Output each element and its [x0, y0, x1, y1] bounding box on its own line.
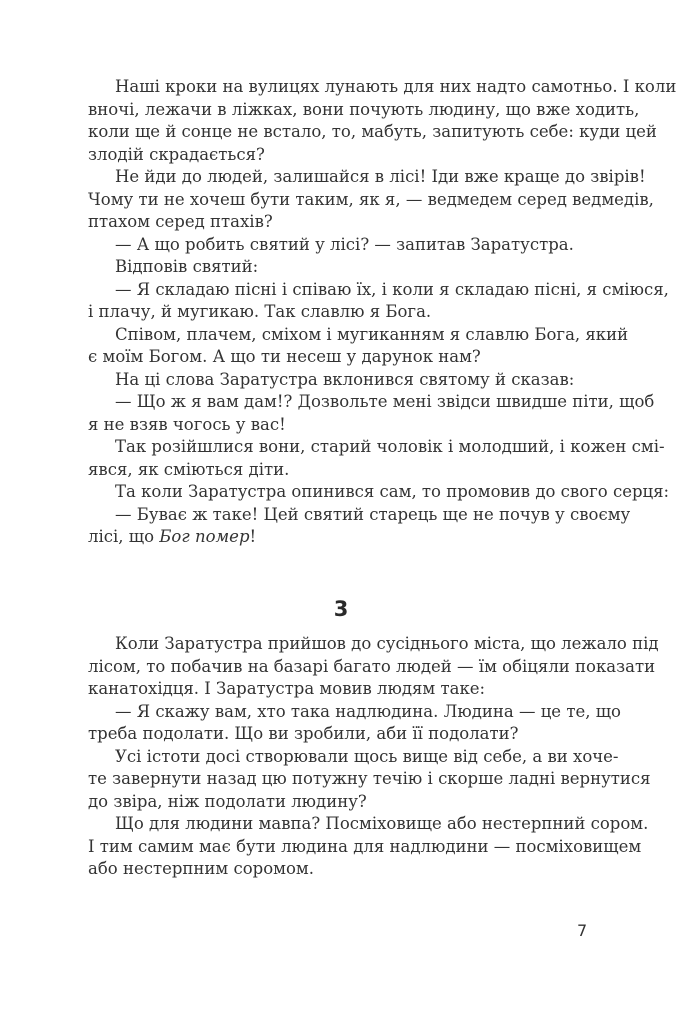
text-block-upper [88, 76, 677, 549]
paragraph [88, 234, 590, 257]
text-line: Не йди до людей, залишайся в лісі! Іди вже краще до звірів! [115, 167, 646, 186]
paragraph [88, 279, 669, 324]
paragraph [88, 436, 665, 481]
page-number: 7 [577, 921, 588, 940]
text-line: явся, як сміються діти. [88, 459, 290, 479]
text-line: я не взяв чогось у вас! [88, 414, 286, 434]
text-line: — Я складаю пісні і співаю їх, і коли я складаю пісні, я сміюся, [115, 279, 669, 299]
italic-emphasis: Бог помер [159, 527, 250, 546]
text-line: Що для людини мавпа? Посміховище або нестерпний сором. [115, 814, 649, 833]
text-block-lower [88, 633, 659, 881]
paragraph [88, 391, 655, 436]
paragraph [88, 701, 621, 746]
text-line: коли ще й сонце не встало, то, мабуть, запитують себе: куди цей [88, 122, 657, 141]
text-fragment: ! [249, 527, 257, 546]
text-line: — Буває ж таке! Цей святий старець ще не почув у своєму [115, 504, 631, 524]
paragraph [88, 633, 659, 701]
text-line: — А що робить святий у лісі? — запитав Заратустра. [115, 234, 574, 254]
text-line: Коли Заратустра прийшов до сусіднього міста, що лежало під [115, 634, 659, 653]
paragraph [88, 324, 629, 369]
text-line: Та коли Заратустра опинився сам, то промовив до свого серця: [115, 482, 670, 501]
text-line: і плачу, й мугикаю. Так славлю я Бога. [88, 302, 432, 321]
text-line: до звіра, ніж подолати людину? [88, 791, 367, 811]
text-line: — Що ж я вам дам!? Дозвольте мені звідси швидше піти, щоб [115, 392, 655, 411]
text-line: те завернути назад цю потужну течію і скорше ладні вернутися [88, 769, 651, 788]
text-line: Співом, плачем, сміхом і мугиканням я славлю Бога, який [115, 324, 629, 344]
text-line: вночі, лежачи в ліжках, вони почують людину, що вже ходить, [88, 99, 640, 119]
paragraph [88, 481, 670, 504]
text-line: На ці слова Заратустра вклонився святому й сказав: [115, 369, 575, 389]
text-line: Відповів святий: [115, 257, 259, 276]
section-number: 3 [333, 597, 349, 621]
paragraph [88, 746, 651, 814]
text-line: канатохідця. І Заратустра мовив людям таке: [88, 679, 486, 698]
text-line: лісом, то побачив на базарі багато людей — їм обіцяли показати [88, 656, 656, 676]
paragraph [88, 256, 590, 279]
text-line: злодій скрадається? [88, 144, 265, 164]
paragraph [88, 504, 631, 549]
paragraph [88, 369, 590, 392]
text-line: Усі істоти досі створювали щось вище від себе, а ви хоче- [115, 746, 619, 766]
text-line: птахом серед птахів? [88, 212, 273, 231]
paragraph [88, 813, 649, 881]
text-line: — Я скажу вам, хто така надлюдина. Людина — це те, що [115, 701, 621, 721]
text-line: І тим самим має бути людина для надлюдини — посміховищем [88, 836, 642, 856]
text-line: Наші кроки на вулицях лунають для них надто самотньо. І коли [115, 77, 677, 96]
text-line: треба подолати. Що ви зробили, аби її подолати? [88, 724, 519, 743]
text-line: або нестерпним соромом. [88, 859, 314, 878]
text-line: є моїм Богом. А що ти несеш у дарунок нам? [88, 347, 481, 366]
paragraph [88, 76, 677, 166]
text-line [88, 526, 590, 549]
text-line: Чому ти не хочеш бути таким, як я, — ведмедем серед ведмедів, [88, 189, 654, 209]
text-fragment: лісі, що [88, 527, 160, 546]
paragraph [88, 166, 654, 234]
text-line: Так розійшлися вони, старий чоловік і молодший, і кожен смі- [115, 437, 665, 456]
